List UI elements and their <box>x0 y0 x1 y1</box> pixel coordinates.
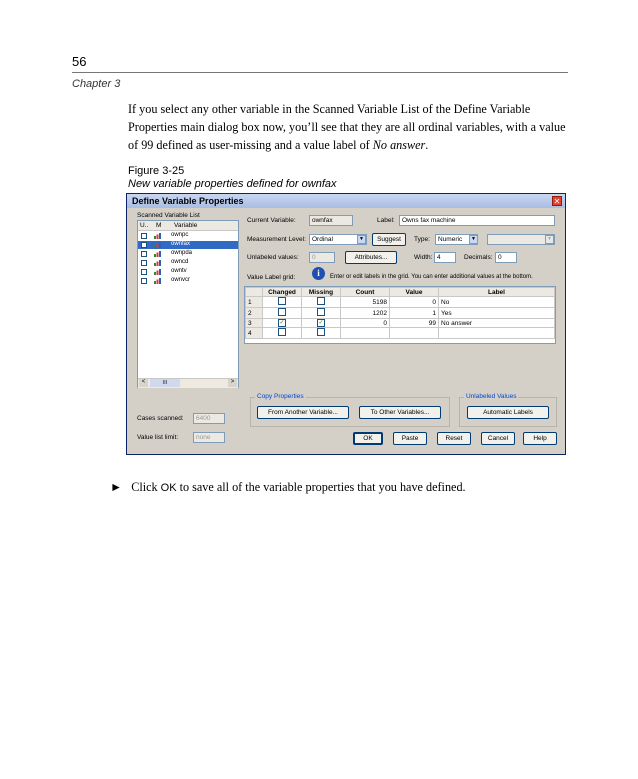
grid-header-value: Value <box>390 288 439 297</box>
changed-checkbox[interactable] <box>278 328 286 336</box>
variable-name: owncd <box>171 259 189 265</box>
unlabeled-values-field: 0 <box>309 252 335 263</box>
variable-name: ownpc <box>171 232 189 238</box>
grid-header-label: Label <box>439 288 555 297</box>
missing-checkbox[interactable] <box>317 328 325 336</box>
scanned-list-label: Scanned Variable List <box>137 212 200 219</box>
instruction-pre: Click <box>131 480 161 494</box>
body-text-emphasis: No answer <box>372 138 426 152</box>
cases-scanned-field: 6400 <box>193 413 225 424</box>
paste-button[interactable]: Paste <box>393 432 427 445</box>
attributes-button[interactable]: Attributes... <box>345 251 397 264</box>
bullet-arrow-icon: ► <box>110 480 123 494</box>
page-number: 56 <box>72 54 87 69</box>
chapter-label: Chapter 3 <box>72 78 121 90</box>
list-header-m: M <box>156 222 162 229</box>
measurement-level-select[interactable]: Ordinal <box>309 234 367 245</box>
count-cell: 0 <box>341 319 390 328</box>
grid-row-number: 4 <box>246 328 263 339</box>
value-cell[interactable] <box>390 328 439 339</box>
scroll-right-button[interactable]: > <box>228 379 237 387</box>
variable-row[interactable] <box>138 268 238 276</box>
variable-row-selected[interactable] <box>138 241 238 249</box>
value-label-table <box>245 287 555 339</box>
instruction-step <box>110 480 466 495</box>
width-label: Width: <box>414 254 433 261</box>
variable-name: owntv <box>171 268 187 274</box>
scanned-variable-list[interactable] <box>137 220 239 388</box>
grid-header-row <box>246 288 555 297</box>
use-checkbox[interactable] <box>141 269 147 275</box>
cancel-button[interactable]: Cancel <box>481 432 515 445</box>
use-checkbox[interactable] <box>141 233 147 239</box>
ordinal-icon <box>154 233 161 239</box>
width-input[interactable]: 4 <box>434 252 456 263</box>
dialog-title: Define Variable Properties <box>132 196 244 206</box>
title-bar <box>127 194 565 208</box>
type-label: Type: <box>414 236 430 243</box>
body-paragraph <box>128 100 568 154</box>
grid-header-rownum <box>246 288 263 297</box>
instruction-ui-term: OK <box>160 482 177 494</box>
body-text-after: . <box>425 138 429 152</box>
missing-cell[interactable] <box>302 308 341 319</box>
body-text-before: If you select any other variable in the Scanned Variable List of the Define Variable Properties main dialog box now, you’ll see that they are all ordinal variables, with a value of 99 defined as user-missing and a value label of <box>128 102 566 152</box>
grid-row[interactable] <box>246 297 555 308</box>
missing-cell[interactable] <box>302 297 341 308</box>
variable-name: ownfax <box>171 241 191 247</box>
variable-row[interactable] <box>138 259 238 267</box>
ordinal-icon <box>154 251 161 257</box>
variable-name: ownpda <box>171 250 193 256</box>
value-label-grid[interactable] <box>244 286 556 344</box>
chevron-down-icon: ▼ <box>545 235 554 244</box>
cases-scanned-label: Cases scanned: <box>137 415 184 422</box>
missing-cell[interactable] <box>302 328 341 339</box>
grid-header-changed: Changed <box>263 288 302 297</box>
variable-row[interactable] <box>138 250 238 258</box>
suggest-button[interactable]: Suggest <box>372 233 406 246</box>
help-button[interactable]: Help <box>523 432 557 445</box>
scroll-left-button[interactable]: < <box>139 379 148 387</box>
unlabeled-values-label: Unlabeled values: <box>247 254 299 261</box>
grid-hint: Enter or edit labels in the grid. You can enter additional values at the bottom. <box>330 274 533 280</box>
to-other-variables-button[interactable]: To Other Variables... <box>359 406 441 419</box>
changed-checkbox[interactable] <box>278 297 286 305</box>
label-cell[interactable]: No <box>439 297 555 308</box>
grid-row-number: 3 <box>246 319 263 328</box>
chevron-down-icon[interactable]: ▼ <box>357 235 366 244</box>
list-header-u: U.. <box>140 222 149 229</box>
value-cell[interactable]: 99 <box>390 319 439 328</box>
label-cell[interactable]: Yes <box>439 308 555 319</box>
grid-row-number: 1 <box>246 297 263 308</box>
missing-checkbox-checked[interactable]: ✓ <box>318 320 324 326</box>
variable-name: ownvcr <box>171 277 191 283</box>
value-label-grid-label: Value Label grid: <box>247 274 296 281</box>
ordinal-icon <box>154 269 161 275</box>
automatic-labels-button[interactable]: Automatic Labels <box>467 406 549 419</box>
figure-label: Figure 3-25 <box>128 165 185 177</box>
count-cell: 5198 <box>341 297 390 308</box>
value-list-limit-label: Value list limit: <box>137 434 179 441</box>
missing-cell[interactable] <box>302 319 341 328</box>
info-icon: i <box>312 267 325 280</box>
figure-caption: New variable properties defined for ownfax <box>128 178 337 190</box>
current-variable-label: Current Variable: <box>247 217 296 224</box>
current-variable-field: ownfax <box>309 215 353 226</box>
list-header <box>138 221 238 231</box>
label-cell[interactable] <box>439 328 555 339</box>
missing-checkbox[interactable] <box>317 308 325 316</box>
changed-cell[interactable] <box>263 328 302 339</box>
header-rule <box>72 72 568 73</box>
ordinal-icon <box>154 242 161 248</box>
measurement-level-label: Measurement Level: <box>247 236 306 243</box>
decimals-input[interactable]: 0 <box>495 252 517 263</box>
count-cell: 1202 <box>341 308 390 319</box>
changed-cell[interactable] <box>263 297 302 308</box>
unlabeled-values-title: Unlabeled Values <box>466 393 517 400</box>
chevron-down-icon[interactable]: ▼ <box>469 235 478 244</box>
value-list-limit-field: none <box>193 432 225 443</box>
copy-properties-title: Copy Properties <box>257 393 304 400</box>
from-another-variable-button[interactable]: From Another Variable... <box>257 406 349 419</box>
label-cell[interactable]: No answer <box>439 319 555 328</box>
changed-cell[interactable] <box>263 319 302 328</box>
list-horizontal-scrollbar[interactable] <box>138 378 238 388</box>
variable-row[interactable] <box>138 232 238 240</box>
grid-header-count: Count <box>341 288 390 297</box>
count-cell <box>341 328 390 339</box>
reset-button[interactable]: Reset <box>437 432 471 445</box>
grid-header-missing: Missing <box>302 288 341 297</box>
grid-row[interactable] <box>246 328 555 339</box>
type-select[interactable]: Numeric <box>435 234 478 245</box>
changed-checkbox-checked[interactable]: ✓ <box>279 320 285 326</box>
grid-row-number: 2 <box>246 308 263 319</box>
use-checkbox[interactable] <box>141 251 147 257</box>
value-cell[interactable]: 0 <box>390 297 439 308</box>
ordinal-icon <box>154 278 161 284</box>
define-variable-properties-dialog <box>126 193 566 455</box>
ok-button[interactable]: OK <box>353 432 383 445</box>
missing-checkbox[interactable] <box>317 297 325 305</box>
grid-row[interactable] <box>246 319 555 328</box>
changed-cell[interactable] <box>263 308 302 319</box>
ordinal-icon <box>154 260 161 266</box>
close-icon[interactable]: ✕ <box>553 197 561 206</box>
use-checkbox[interactable] <box>141 260 147 266</box>
decimals-label: Decimals: <box>464 254 493 261</box>
changed-checkbox[interactable] <box>278 308 286 316</box>
use-checkbox[interactable] <box>141 278 147 284</box>
use-checkbox[interactable] <box>141 242 147 248</box>
value-cell[interactable]: 1 <box>390 308 439 319</box>
instruction-post: to save all of the variable properties that you have defined. <box>176 480 466 494</box>
scroll-thumb[interactable]: III <box>150 379 180 387</box>
label-input[interactable]: Owns fax machine <box>399 215 555 226</box>
list-header-variable: Variable <box>174 222 198 229</box>
grid-row[interactable] <box>246 308 555 319</box>
label-label: Label: <box>377 217 395 224</box>
variable-row[interactable] <box>138 277 238 285</box>
